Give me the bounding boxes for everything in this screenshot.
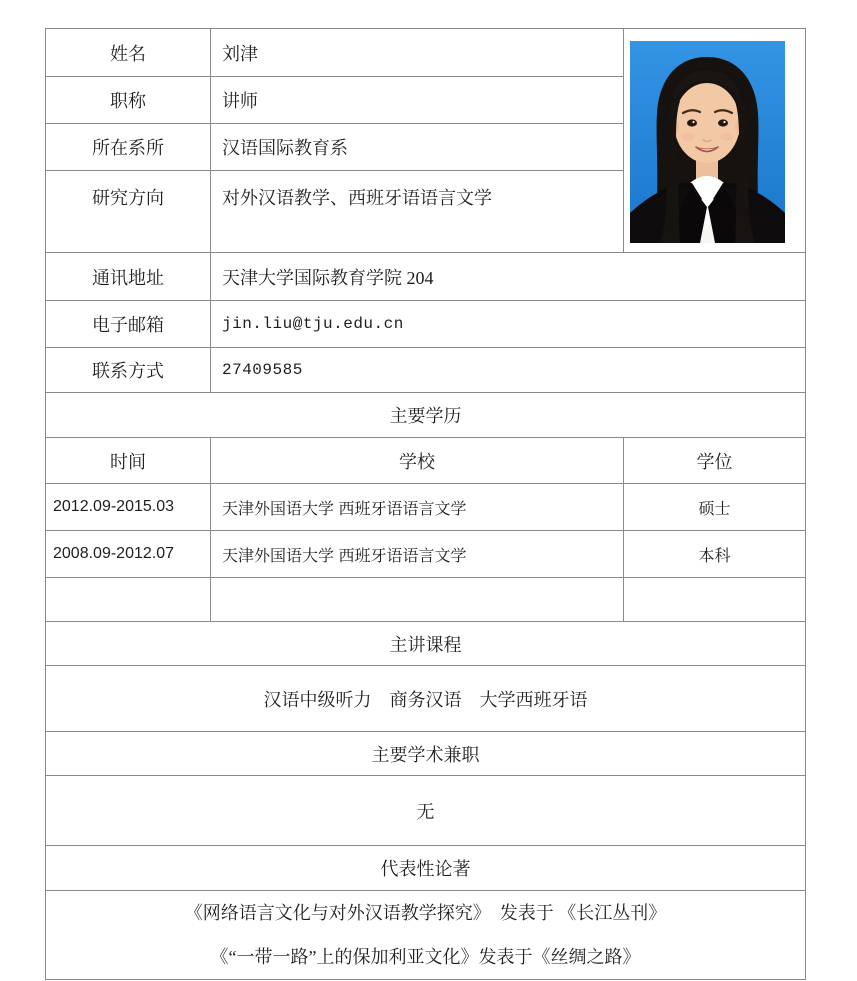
field-value-address: 天津大学国际教育学院 204 (211, 253, 806, 301)
field-value-department: 汉语国际教育系 (211, 124, 624, 171)
profile-row-address (46, 253, 806, 301)
education-degree: 硕士 (624, 484, 806, 531)
education-header-school: 学校 (211, 438, 624, 484)
publications-content-row (46, 891, 806, 980)
field-value-email: jin.liu@tju.edu.cn (211, 301, 806, 348)
profile-row-name (46, 29, 806, 77)
education-time (46, 578, 211, 622)
education-section-title: 主要学历 (46, 393, 806, 438)
profile-row-email (46, 301, 806, 348)
profile-row-phone (46, 348, 806, 393)
education-row (46, 484, 806, 531)
positions-section-title: 主要学术兼职 (46, 732, 806, 776)
field-value-title: 讲师 (211, 77, 624, 124)
education-title-row (46, 393, 806, 438)
education-school: 天津外国语大学 西班牙语语言文学 (211, 531, 624, 578)
field-label-phone: 联系方式 (46, 348, 211, 393)
education-header-degree: 学位 (624, 438, 806, 484)
field-label-department: 所在系所 (46, 124, 211, 171)
photo-cell (624, 29, 806, 253)
publications-list (46, 891, 806, 980)
education-degree: 本科 (624, 531, 806, 578)
positions-content-row (46, 776, 806, 846)
education-header-row (46, 438, 806, 484)
field-value-phone: 27409585 (211, 348, 806, 393)
field-label-email: 电子邮箱 (46, 301, 211, 348)
education-header-time: 时间 (46, 438, 211, 484)
courses-title-row (46, 622, 806, 666)
education-row (46, 531, 806, 578)
publications-section-title: 代表性论著 (46, 846, 806, 891)
courses-content-row (46, 666, 806, 732)
education-row-empty (46, 578, 806, 622)
field-label-research: 研究方向 (46, 171, 211, 253)
education-school: 天津外国语大学 西班牙语语言文学 (211, 484, 624, 531)
field-value-research: 对外汉语教学、西班牙语语言文学 (211, 171, 624, 253)
field-label-name: 姓名 (46, 29, 211, 77)
education-degree (624, 578, 806, 622)
courses-content: 汉语中级听力 商务汉语 大学西班牙语 (46, 666, 806, 732)
publication-item: 《网络语言文化与对外汉语教学探究》 发表于 《长江丛刊》 (184, 903, 667, 923)
education-school (211, 578, 624, 622)
faculty-profile-table (45, 28, 806, 980)
education-time: 2012.09-2015.03 (46, 484, 211, 531)
publications-title-row (46, 846, 806, 891)
field-label-address: 通讯地址 (46, 253, 211, 301)
field-value-name: 刘津 (211, 29, 624, 77)
portrait-photo (630, 41, 785, 243)
education-time: 2008.09-2012.07 (46, 531, 211, 578)
courses-section-title: 主讲课程 (46, 622, 806, 666)
field-label-title: 职称 (46, 77, 211, 124)
positions-title-row (46, 732, 806, 776)
positions-content: 无 (46, 776, 806, 846)
publication-item: 《“一带一路”上的保加利亚文化》发表于《丝绸之路》 (210, 947, 641, 967)
